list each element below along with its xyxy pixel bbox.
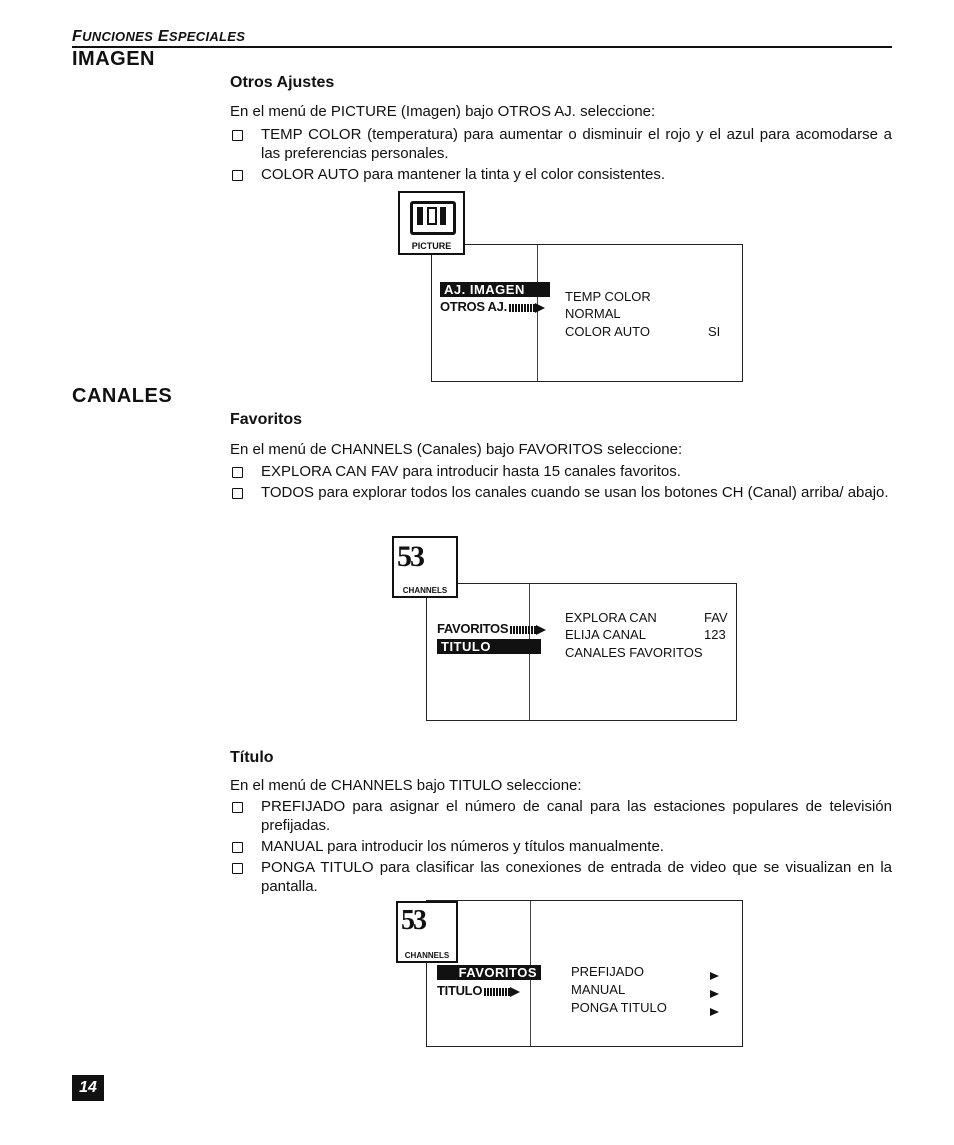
section-title-imagen: IMAGEN [72, 48, 155, 70]
option-manual: MANUAL [571, 982, 626, 997]
play-arrow-icon [710, 1003, 719, 1021]
checkbox-bullet-icon [232, 170, 243, 181]
option-elija-canal-value: 123 [704, 627, 726, 642]
osd-picture-menu [431, 244, 743, 382]
subheading-titulo: Título [230, 749, 274, 766]
play-arrow-icon [710, 985, 719, 1003]
list-item: PREFIJADO para asignar el número de canal para las estaciones populares de televisión prefijadas. [230, 797, 892, 835]
option-color-auto: COLOR AUTO [565, 324, 651, 339]
menu-item-aj-imagen: AJ. IMAGEN [440, 281, 550, 299]
osd-channels-favoritos-menu [426, 583, 737, 721]
imagen-intro: En el menú de PICTURE (Imagen) bajo OTROS AJ. seleccione: [230, 103, 656, 120]
section-title-canales: CANALES [72, 385, 173, 407]
arrow-icon [536, 625, 546, 635]
checkbox-bullet-icon [232, 863, 243, 874]
list-item: PONGA TITULO para clasificar las conexiones de entrada de video que se visualizan en la pantalla. [230, 858, 892, 896]
option-temp-color: TEMP COLOR [565, 289, 651, 304]
checkbox-bullet-icon [232, 467, 243, 478]
option-ponga-titulo: PONGA TITULO [571, 1000, 667, 1015]
option-canales-favoritos: CANALES FAVORITOS [565, 645, 703, 660]
option-prefijado: PREFIJADO [571, 964, 644, 979]
list-item: COLOR AUTO para mantener la tinta y el color consistentes. [230, 165, 892, 184]
checkbox-bullet-icon [232, 802, 243, 813]
checkbox-bullet-icon [232, 488, 243, 499]
canales-intro-1: En el menú de CHANNELS (Canales) bajo FAVORITOS seleccione: [230, 441, 683, 458]
menu-item-titulo: TITULO [437, 983, 520, 998]
page-number: 14 [72, 1075, 104, 1101]
running-header: FUNCIONES ESPECIALES [72, 28, 246, 45]
list-item: TEMP COLOR (temperatura) para aumentar o disminuir el rojo y el azul para acomodarse a las preferencias personales. [230, 125, 892, 163]
checkbox-bullet-icon [232, 842, 243, 853]
subheading-otros-ajustes: Otros Ajustes [230, 74, 335, 91]
osd-channels-titulo-menu [426, 900, 743, 1047]
list-item: TODOS para explorar todos los canales cuando se usan los botones CH (Canal) arriba/ abajo. [230, 483, 892, 502]
checkbox-bullet-icon [232, 130, 243, 141]
option-explora-can: EXPLORA CAN [565, 610, 657, 625]
arrow-icon [535, 303, 545, 313]
play-arrow-icon [710, 967, 719, 985]
menu-item-favoritos: FAVORITOS [437, 964, 541, 982]
option-color-auto-value: SI [708, 324, 721, 339]
option-explora-can-value: FAV [704, 610, 728, 625]
canales-intro-2: En el menú de CHANNELS bajo TITULO seleccione: [230, 777, 582, 794]
menu-item-otros-aj: OTROS AJ. [440, 299, 545, 314]
arrow-icon [510, 987, 520, 997]
menu-item-titulo: TITULO [437, 638, 541, 656]
option-elija-canal: ELIJA CANAL [565, 627, 646, 642]
option-normal: NORMAL [565, 306, 621, 321]
header-rule [72, 46, 892, 48]
list-item: EXPLORA CAN FAV para introducir hasta 15 canales favoritos. [230, 462, 892, 481]
menu-item-favoritos: FAVORITOS [437, 621, 546, 636]
subheading-favoritos: Favoritos [230, 411, 303, 428]
channels-icon: 53 CHANNELS [392, 536, 458, 598]
list-item: MANUAL para introducir los números y títulos manualmente. [230, 837, 892, 856]
channels-icon: 53 CHANNELS [396, 901, 458, 963]
picture-icon: PICTURE [398, 191, 465, 255]
